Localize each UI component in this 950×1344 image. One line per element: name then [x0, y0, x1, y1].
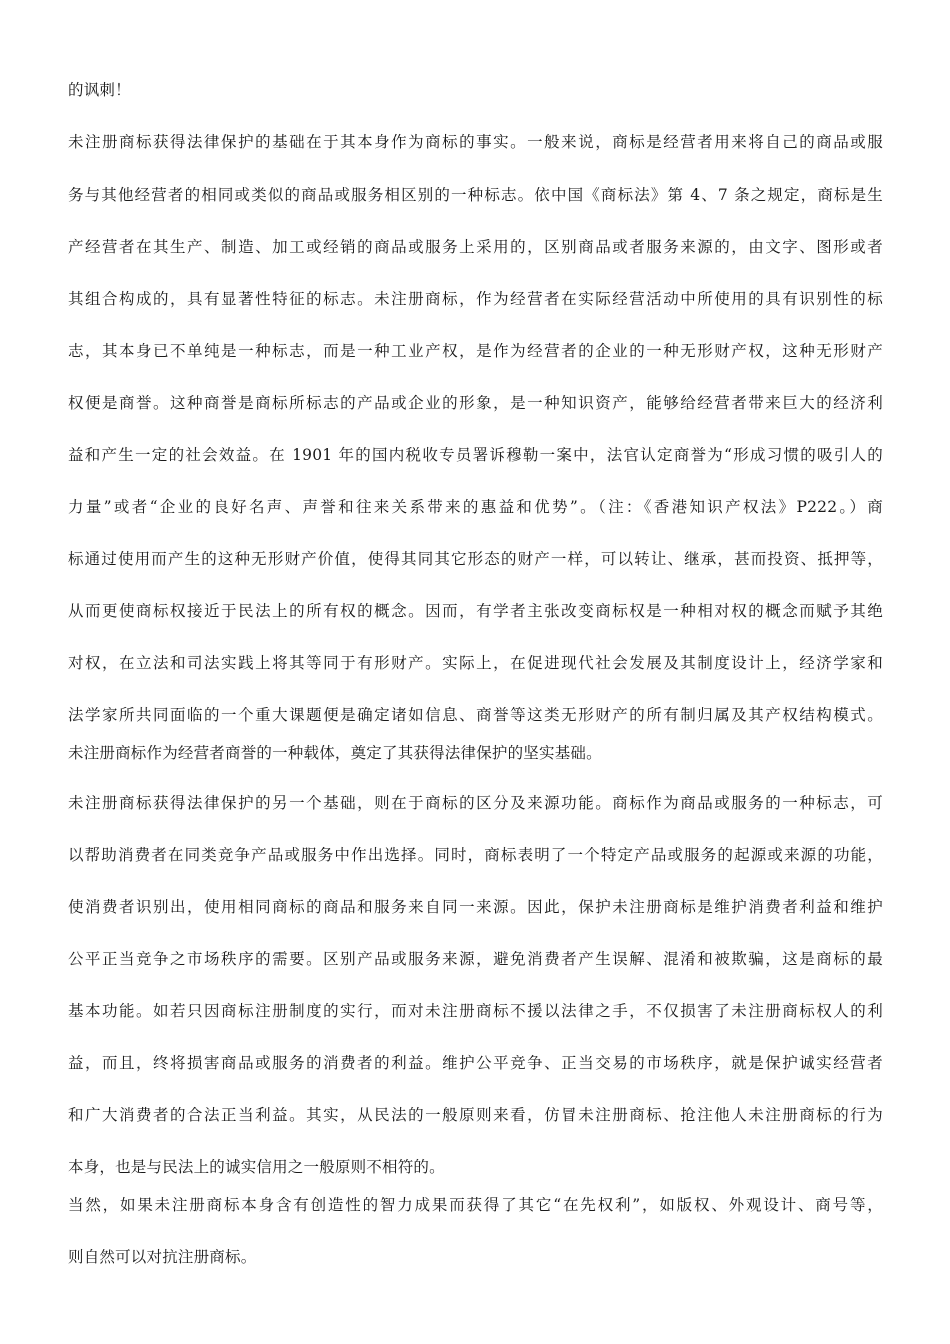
- text-line: 标通过使用而产生的这种无形财产价值，使得其同其它形态的财产一样，可以转让、继承，甚而投资、抵押等，: [68, 550, 883, 568]
- text-line: 法学家所共同面临的一个重大课题便是确定诸如信息、商誉等这类无形财产的所有制归属及其产权结构模式。: [68, 706, 883, 724]
- text-line: 公平正当竞争之市场秩序的需要。区别产品或服务来源，避免消费者产生误解、混淆和被欺骗，这是商标的最: [68, 950, 883, 968]
- text-line: 未注册商标获得法律保护的基础在于其本身作为商标的事实。一般来说，商标是经营者用来将自己的商品或服: [68, 133, 883, 151]
- text-line: 本身，也是与民法上的诚实信用之一般原则不相符的。: [68, 1158, 445, 1176]
- text-line: 使消费者识别出，使用相同商标的商品和服务来自同一来源。因此，保护未注册商标是维护消费者利益和维护: [68, 898, 883, 916]
- text-line: 务与其他经营者的相同或类似的商品或服务相区别的一种标志。依中国《商标法》第 4、7 条之规定，商标是生: [68, 186, 883, 204]
- text-line: 以帮助消费者在同类竞争产品或服务中作出选择。同时，商标表明了一个特定产品或服务的起源或来源的功能，: [68, 846, 883, 864]
- text-line: 和广大消费者的合法正当利益。其实，从民法的一般原则来看，仿冒未注册商标、抢注他人未注册商标的行为: [68, 1106, 883, 1124]
- text-line: 益和产生一定的社会效益。在 1901 年的国内税收专员署诉穆勒一案中，法官认定商誉为“形成习惯的吸引人的: [68, 446, 883, 464]
- text-line: 未注册商标作为经营者商誉的一种载体，奠定了其获得法律保护的坚实基础。: [68, 744, 602, 762]
- text-line: 当然，如果未注册商标本身含有创造性的智力成果而获得了其它“在先权利”，如版权、外观设计、商号等，: [68, 1196, 883, 1214]
- text-line: 对权，在立法和司法实践上将其等同于有形财产。实际上，在促进现代社会发展及其制度设计上，经济学家和: [68, 654, 883, 672]
- text-line: 志，其本身已不单纯是一种标志，而是一种工业产权，是作为经营者的企业的一种无形财产权，这种无形财产: [68, 342, 883, 360]
- text-line: 则自然可以对抗注册商标。: [68, 1248, 257, 1266]
- text-line: 从而更使商标权接近于民法上的所有权的概念。因而，有学者主张改变商标权是一种相对权的概念而赋予其绝: [68, 602, 883, 620]
- text-line: 权便是商誉。这种商誉是商标所标志的产品或企业的形象，是一种知识资产，能够给经营者带来巨大的经济利: [68, 394, 883, 412]
- text-line: 产经营者在其生产、制造、加工或经销的商品或服务上采用的，区别商品或者服务来源的，由文字、图形或者: [68, 238, 883, 256]
- text-line: 的讽刺！: [68, 81, 131, 99]
- text-line: 基本功能。如若只因商标注册制度的实行，而对未注册商标不援以法律之手，不仅损害了未注册商标权人的利: [68, 1002, 883, 1020]
- text-line: 益，而且，终将损害商品或服务的消费者的利益。维护公平竞争、正当交易的市场秩序，就是保护诚实经营者: [68, 1054, 883, 1072]
- text-line: 力量”或者“企业的良好名声、声誉和往来关系带来的惠益和优势”。（注：《香港知识产权法》P222。）商: [68, 498, 883, 516]
- text-line: 未注册商标获得法律保护的另一个基础，则在于商标的区分及来源功能。商标作为商品或服务的一种标志，可: [68, 794, 883, 812]
- text-line: 其组合构成的，具有显著性特征的标志。未注册商标，作为经营者在实际经营活动中所使用的具有识别性的标: [68, 290, 883, 308]
